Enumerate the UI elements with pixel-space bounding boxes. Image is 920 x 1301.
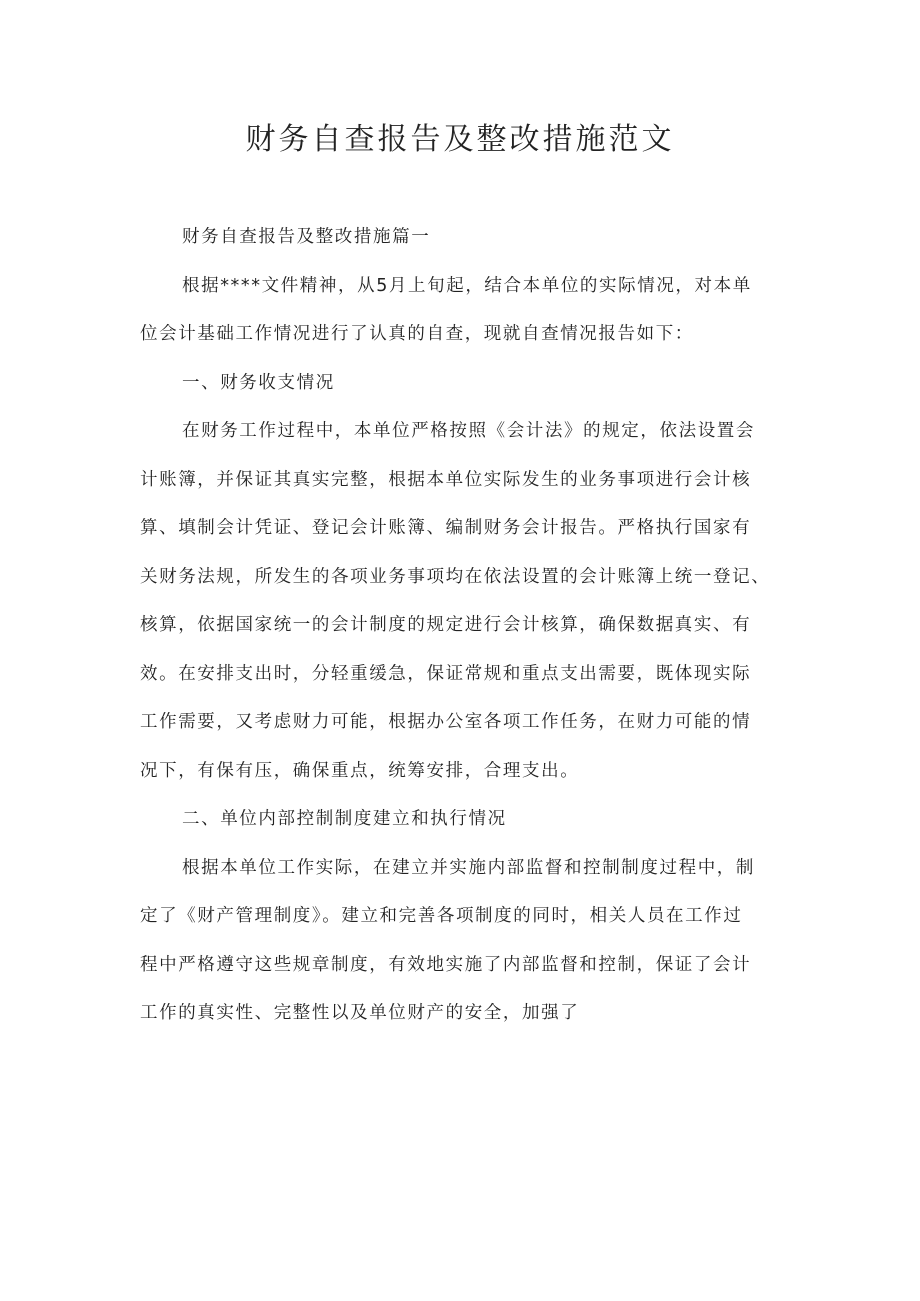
paragraph-line: 根据本单位工作实际，在建立并实施内部监督和控制制度过程中，制 [182, 857, 755, 878]
document-body [140, 213, 785, 1038]
paragraph-line: 定了《财产管理制度》。建立和完善各项制度的同时，相关人员在工作过 [140, 906, 743, 926]
paragraph-line: 在财务工作过程中，本单位严格按照《会计法》的规定，依法设置会 [182, 421, 755, 441]
paragraph-line: 工作需要，又考虑财力可能，根据办公室各项工作任务，在财力可能的情 [140, 712, 752, 732]
document-title: 财务自查报告及整改措施范文 [245, 122, 675, 157]
paragraph-line: 位会计基础工作情况进行了认真的自查，现就自查情况报告如下： [140, 324, 694, 344]
paragraph-line: 核算，依据国家统一的会计制度的规定进行会计核算，确保数据真实、有 [140, 615, 752, 635]
paragraph-line: 工作的真实性、完整性以及单位财产的安全，加强了 [140, 1003, 580, 1023]
paragraph-line: 根据****文件精神，从5月上旬起，结合本单位的实际情况，对本单 [182, 275, 752, 296]
paragraph-line: 程中严格遵守这些规章制度，有效地实施了内部监督和控制，保证了会计 [140, 954, 752, 975]
section-heading: 财务自查报告及整改措施篇一 [182, 227, 431, 247]
paragraph-line: 效。在安排支出时，分轻重缓急，保证常规和重点支出需要，既体现实际 [140, 663, 752, 684]
section-heading: 二、单位内部控制制度建立和执行情况 [182, 809, 507, 829]
section-heading: 一、财务收支情况 [182, 372, 335, 393]
paragraph-line: 关财务法规，所发生的各项业务事项均在依法设置的会计账簿上统一登记、 [140, 566, 771, 587]
paragraph-line: 算、填制会计凭证、登记会计账簿、编制财务会计报告。严格执行国家有 [140, 518, 752, 538]
paragraph-line: 况下，有保有压，确保重点，统筹安排，合理支出。 [140, 760, 580, 781]
paragraph-line: 计账簿，并保证其真实完整，根据本单位实际发生的业务事项进行会计核 [140, 469, 752, 490]
